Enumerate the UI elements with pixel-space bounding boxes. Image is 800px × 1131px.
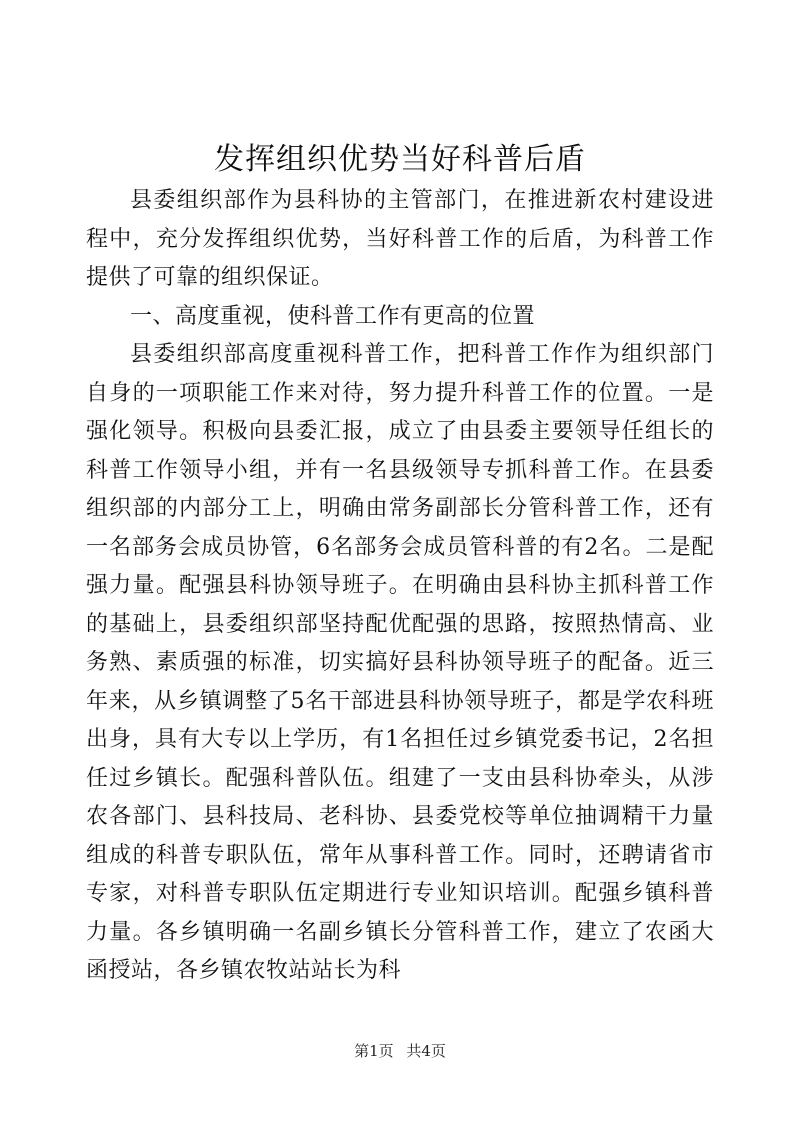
section-heading: 一、高度重视，使科普工作有更高的位置	[130, 303, 536, 329]
document-body	[86, 182, 714, 991]
intro-paragraph: 县委组织部作为县科协的主管部门，在推进新农村建设进程中，充分发挥组织优势，当好科普工作的后盾，为科普工作提供了可靠的组织保证。	[86, 188, 714, 290]
page-total: 共4页	[406, 1042, 446, 1060]
page-number: 第1页	[354, 1042, 394, 1060]
page-footer	[0, 1040, 800, 1061]
body-paragraph: 县委组织部高度重视科普工作，把科普工作作为组织部门自身的一项职能工作来对待，努力提升科普工作的位置。一是强化领导。积极向县委汇报，成立了由县委主要领导任组长的科普工作领导小组，并有一名县级领导专抓科普工作。在县委组织部的内部分工上，明确由常务副部长分管科普工作，还有一名部务会成员协管，6名部务会成员管科普的有2名。二是配强力量。配强县科协领导班子。在明确由县科协主抓科普工作的基础上，县委组织部坚持配优配强的思路，按照热情高、业务熟、素质强的标准，切实搞好县科协领导班子的配备。近三年来，从乡镇调整了5名干部进县科协领导班子，都是学农科班出身，具有大专以上学历，有1名担任过乡镇党委书记，2名担任过乡镇长。配强科普队伍。组建了一支由县科协牵头，从涉农各部门、县科技局、老科协、县委党校等单位抽调精干力量组成的科普专职队伍，常年从事科普工作。同时，还聘请省市专家，对科普专职队伍定期进行专业知识培训。配强乡镇科普力量。各乡镇明确一名副乡镇长分管科普工作，建立了农函大函授站，各乡镇农牧站站长为科	[86, 342, 714, 983]
document-title: 发挥组织优势当好科普后盾	[214, 142, 586, 177]
